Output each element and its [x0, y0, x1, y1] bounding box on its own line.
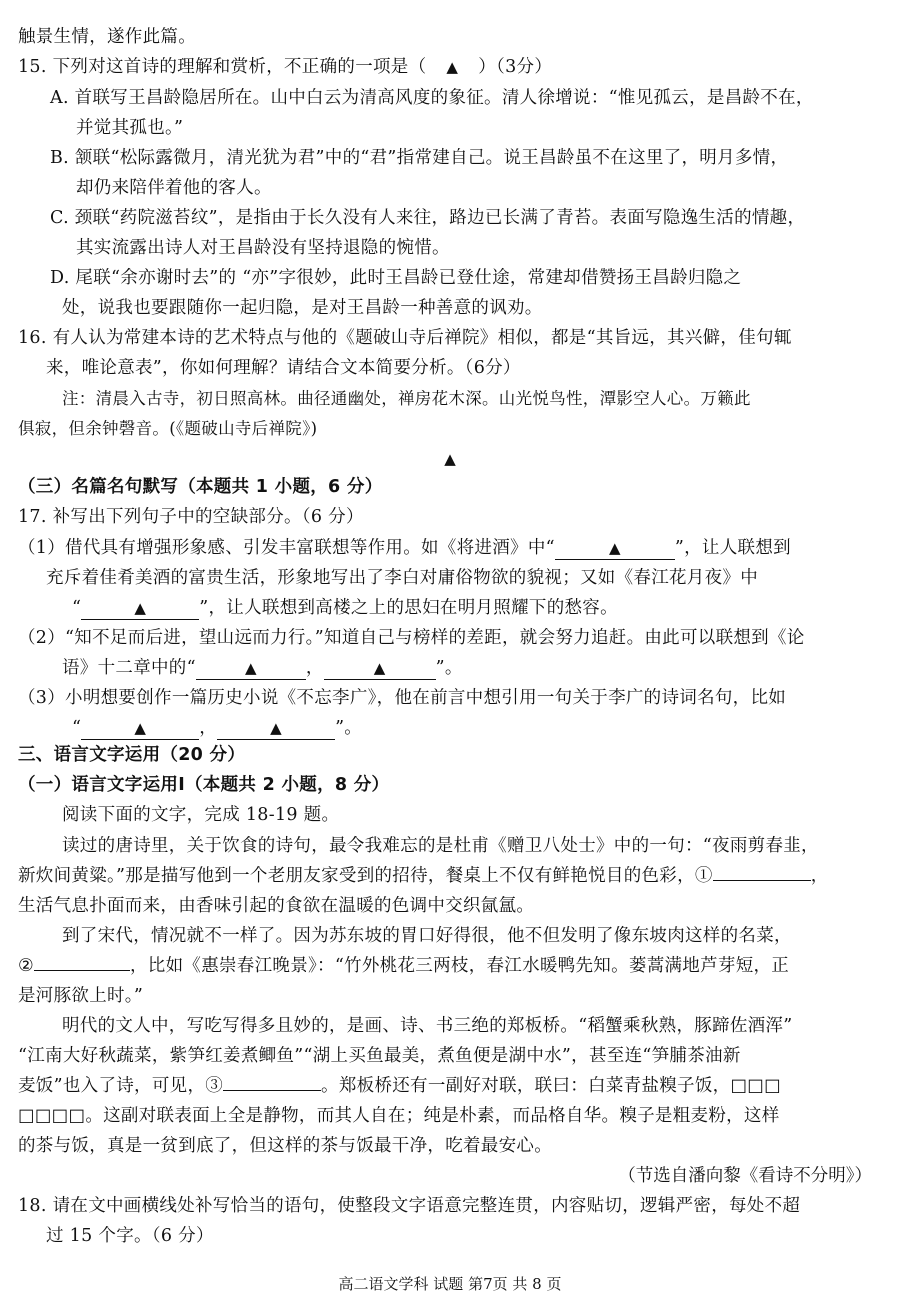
passage-p2-line1: 到了宋代，情况就不一样了。因为苏东坡的胃口好得很，他不但发明了像东坡肉这样的名菜， [62, 926, 792, 946]
q15-score: ）（3分） [478, 57, 553, 77]
q17-item1-line2: 充斥着佳肴美酒的富贵生活，形象地写出了李白对庸俗物欲的貌视；又如《春江花月夜》中 [46, 568, 758, 588]
blank-triangle: ▲ [270, 719, 282, 737]
p2-2-pre: ② [18, 956, 34, 976]
text-line: 触景生情，遂作此篇。 [18, 27, 196, 47]
q17-3b-pre: “ [72, 718, 82, 738]
fill-blank[interactable] [555, 537, 675, 560]
page-footer: 高二语文学科 试题 第7页 共 8 页 [338, 1275, 562, 1293]
option-d-line2: 处，说我也要跟随你一起归隐，是对王昌龄一种善意的讽劝。 [62, 298, 543, 318]
passage-p3-line4: □□□□。这副对联表面上全是静物，而其人自在；纯是朴素，而品格自华。糗子是粗麦粉，这样 [18, 1106, 780, 1126]
note-line2: 俱寂，但余钟磬音。(《题破山寺后禅院》) [18, 419, 318, 438]
fill-blank[interactable] [217, 717, 335, 740]
comma: ， [305, 658, 324, 678]
passage-p1-line3: 生活气息扑面而来，由香味引起的食欲在温暖的色调中交织氤氲。 [18, 896, 535, 916]
q17-item1-line1 [18, 533, 791, 563]
answer-triangle-center: ▲ [444, 450, 456, 468]
fill-blank-1[interactable] [713, 880, 811, 881]
passage-source: （节选自潘向黎《看诗不分明》） [618, 1166, 872, 1186]
option-b-line1: B. 颔联“松际露微月，清光犹为君”中的“君”指常建自己。说王昌龄虽不在这里了，明月多情， [50, 148, 789, 168]
blank-triangle: ▲ [373, 659, 386, 677]
section-title-famous-lines: （三）名篇名句默写（本题共 1 小题，6 分） [18, 477, 383, 497]
blank-triangle: ▲ [244, 659, 257, 677]
passage-p3-line1: 明代的文人中，写吃写得多且妙的，是画、诗、书三绝的郑板桥。“稻蟹乘秋熟，豚蹄佐酒浑” [62, 1016, 793, 1036]
p3-3-pre: 麦饭”也入了诗，可见，③ [18, 1076, 224, 1096]
section-title-language-use: （一）语言文字运用Ⅰ（本题共 2 小题，8 分） [18, 775, 390, 795]
q17-item2-line1: （2）“知不足而后进，望山远而力行。”知道自己与榜样的差距，就会努力追赶。由此可以联想到《论 [18, 628, 805, 648]
q17-item3-line2 [72, 713, 362, 743]
q17-item2-line2 [62, 653, 463, 683]
passage-p3-line5: 的茶与饭，真是一贫到底了，但这样的茶与饭最干净，吃着最安心。 [18, 1136, 552, 1156]
option-d-line1: D. 尾联“余亦谢时去”的 “亦”字很妙，此时王昌龄已登仕途，常建却借赞扬王昌龄归隐之 [50, 268, 742, 288]
question-18-line2: 过 15 个字。（6 分） [46, 1226, 214, 1246]
q17-1-post: ”，让人联想到 [674, 538, 791, 558]
fill-blank[interactable] [324, 657, 436, 680]
question-15-stem [18, 52, 552, 82]
option-c-line2: 其实流露出诗人对王昌龄没有坚持退隐的惋惜。 [76, 238, 450, 258]
passage-p2-line2 [18, 951, 789, 981]
fill-blank[interactable] [81, 717, 199, 740]
fill-blank-3[interactable] [223, 1090, 321, 1091]
q17-2b-post: ”。 [435, 658, 463, 678]
passage-p3-line3 [18, 1071, 781, 1101]
fill-blank[interactable] [81, 597, 199, 620]
question-18-line1: 18. 请在文中画横线处补写恰当的语句，使整段文字语意完整连贯，内容贴切，逻辑严密，每处不超 [18, 1196, 801, 1216]
passage-p1-line1: 读过的唐诗里，关于饮食的诗句，最令我难忘的是杜甫《赠卫八处士》中的一句：“夜雨剪春韭， [62, 836, 819, 856]
part-three-title: 三、语言文字运用（20 分） [18, 745, 246, 765]
blank-triangle: ▲ [134, 719, 147, 737]
q17-2b-pre: 语》十二章中的“ [62, 658, 196, 678]
option-c-line1: C. 颈联“药院滋苔纹”，是指由于长久没有人来往，路边已长满了青苔。表面写隐逸生活的情趣， [50, 208, 806, 228]
passage-p2-line3: 是河豚欲上时。” [18, 986, 144, 1006]
q17-3b-post: ”。 [335, 718, 363, 738]
p3-3-post: 。郑板桥还有一副好对联，联曰：白菜青盐糗子饭，□□□ [321, 1076, 781, 1096]
question-16-line2: 来，唯论意表”，你如何理解？请结合文本简要分析。（6分） [46, 358, 521, 378]
option-a-line2: 并觉其孤也。” [76, 118, 184, 138]
reading-instruction: 阅读下面的文字，完成 18-19 题。 [62, 805, 340, 825]
blank-triangle: ▲ [608, 539, 621, 557]
comma: ， [199, 718, 218, 738]
fill-blank[interactable] [196, 657, 306, 680]
p1-2-post: ， [810, 866, 829, 886]
option-b-line2: 却仍来陪伴着他的客人。 [76, 178, 272, 198]
blank-triangle: ▲ [134, 599, 147, 617]
passage-p3-line2: “江南大好秋蔬菜，紫笋红姜煮鲫鱼”“湖上买鱼最美，煮鱼便是湖中水”，甚至连“笋脯茶油新 [18, 1046, 741, 1066]
option-a-line1: A. 首联写王昌龄隐居所在。山中白云为清高风度的象征。清人徐增说：“惟见孤云，是昌龄不在， [50, 88, 814, 108]
p2-2-post: ，比如《惠崇春江晚景》：“竹外桃花三两枝，春江水暖鸭先知。蒌蒿满地芦芽短，正 [130, 956, 790, 976]
p1-2-pre: 新炊间黄粱。”那是描写他到一个老朋友家受到的招待，餐桌上不仅有鲜艳悦目的色彩，① [18, 866, 713, 886]
q17-1c-post: ”，让人联想到高楼之上的思妇在明月照耀下的愁容。 [199, 598, 618, 618]
note-line1: 注：清晨入古寺，初日照高林。曲径通幽处，禅房花木深。山光悦鸟性，潭影空人心。万籁此 [62, 389, 751, 408]
q17-item1-line3 [72, 593, 618, 623]
q15-stem-text: 15. 下列对这首诗的理解和赏析，不正确的一项是（ [18, 57, 427, 77]
q17-1c-pre: “ [72, 598, 82, 618]
question-17-stem: 17. 补写出下列句子中的空缺部分。（6 分） [18, 507, 364, 527]
question-16-line1: 16. 有人认为常建本诗的艺术特点与他的《题破山寺后禅院》相似，都是“其旨远，其兴僻，佳句辄 [18, 328, 792, 348]
answer-triangle-mark: ▲ [446, 58, 459, 76]
passage-p1-line2 [18, 861, 829, 891]
fill-blank-2[interactable] [34, 970, 130, 971]
q17-item3-line1: （3）小明想要创作一篇历史小说《不忘李广》，他在前言中想引用一句关于李广的诗词名句，比如 [18, 688, 787, 708]
q17-1-pre: （1）借代具有增强形象感、引发丰富联想等作用。如《将进酒》中“ [18, 538, 555, 558]
